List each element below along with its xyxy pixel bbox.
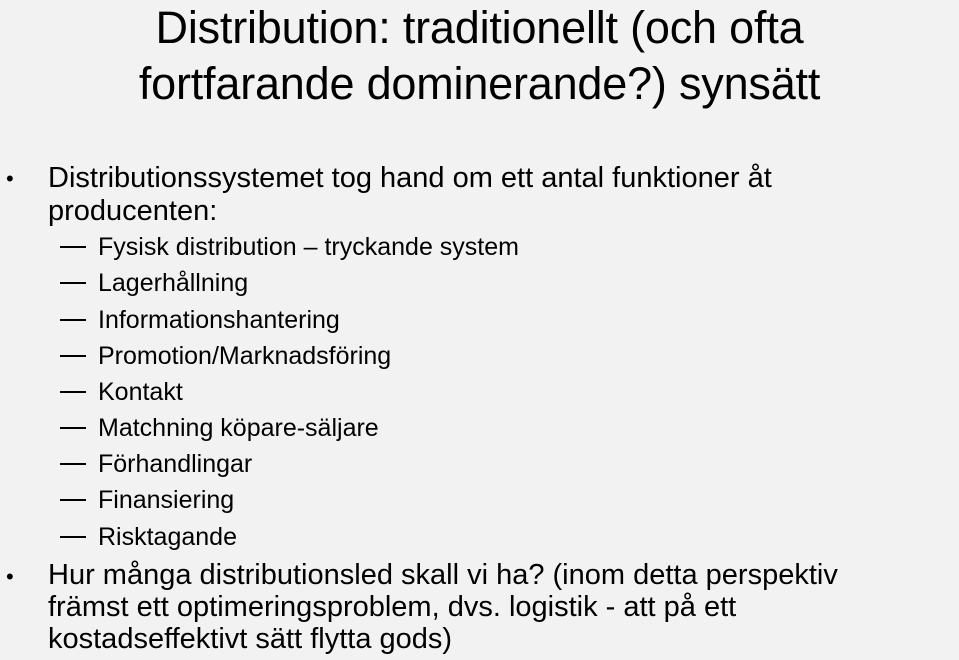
sub-item-text: Informationshantering [98,306,340,334]
dash-icon [60,319,86,321]
bullet-2-line-1: Hur många distributionsled skall vi ha? (inom detta perspektiv [48,559,838,591]
dash-icon [60,463,86,465]
dash-icon [60,391,86,393]
sub-item-text: Finansiering [98,486,235,514]
sub-item-text: Lagerhållning [98,269,249,297]
bullet-2-line-2: främst ett optimeringsproblem, dvs. logistik - att på ett [48,591,737,623]
sub-item-text: Fysisk distribution – tryckande system [98,233,519,261]
bullet-1-line-1: Distributionssystemet tog hand om ett antal funktioner åt [48,162,772,194]
bullet-point-icon: • [6,166,14,191]
dash-icon [60,355,86,357]
bullet-2-line-3: kostadseffektivt sätt flytta gods) [48,623,453,655]
dash-icon [60,499,86,501]
dash-icon [60,282,86,284]
dash-icon [60,536,86,538]
sub-item-text: Promotion/Marknadsföring [98,342,392,370]
title-line-1: Distribution: traditionellt (och ofta [155,2,804,53]
sub-item-text: Kontakt [98,378,183,406]
dash-icon [60,427,86,429]
title-line-2: fortfarande dominerande?) synsätt [138,58,821,109]
dash-icon [60,246,86,248]
sub-item-text: Förhandlingar [98,450,253,478]
bullet-1-line-2: producenten: [48,195,218,227]
sub-item-text: Risktagande [98,523,237,551]
bullet-point-icon: • [6,564,14,589]
sub-item-text: Matchning köpare-säljare [98,414,379,442]
slide-title [0,0,959,112]
